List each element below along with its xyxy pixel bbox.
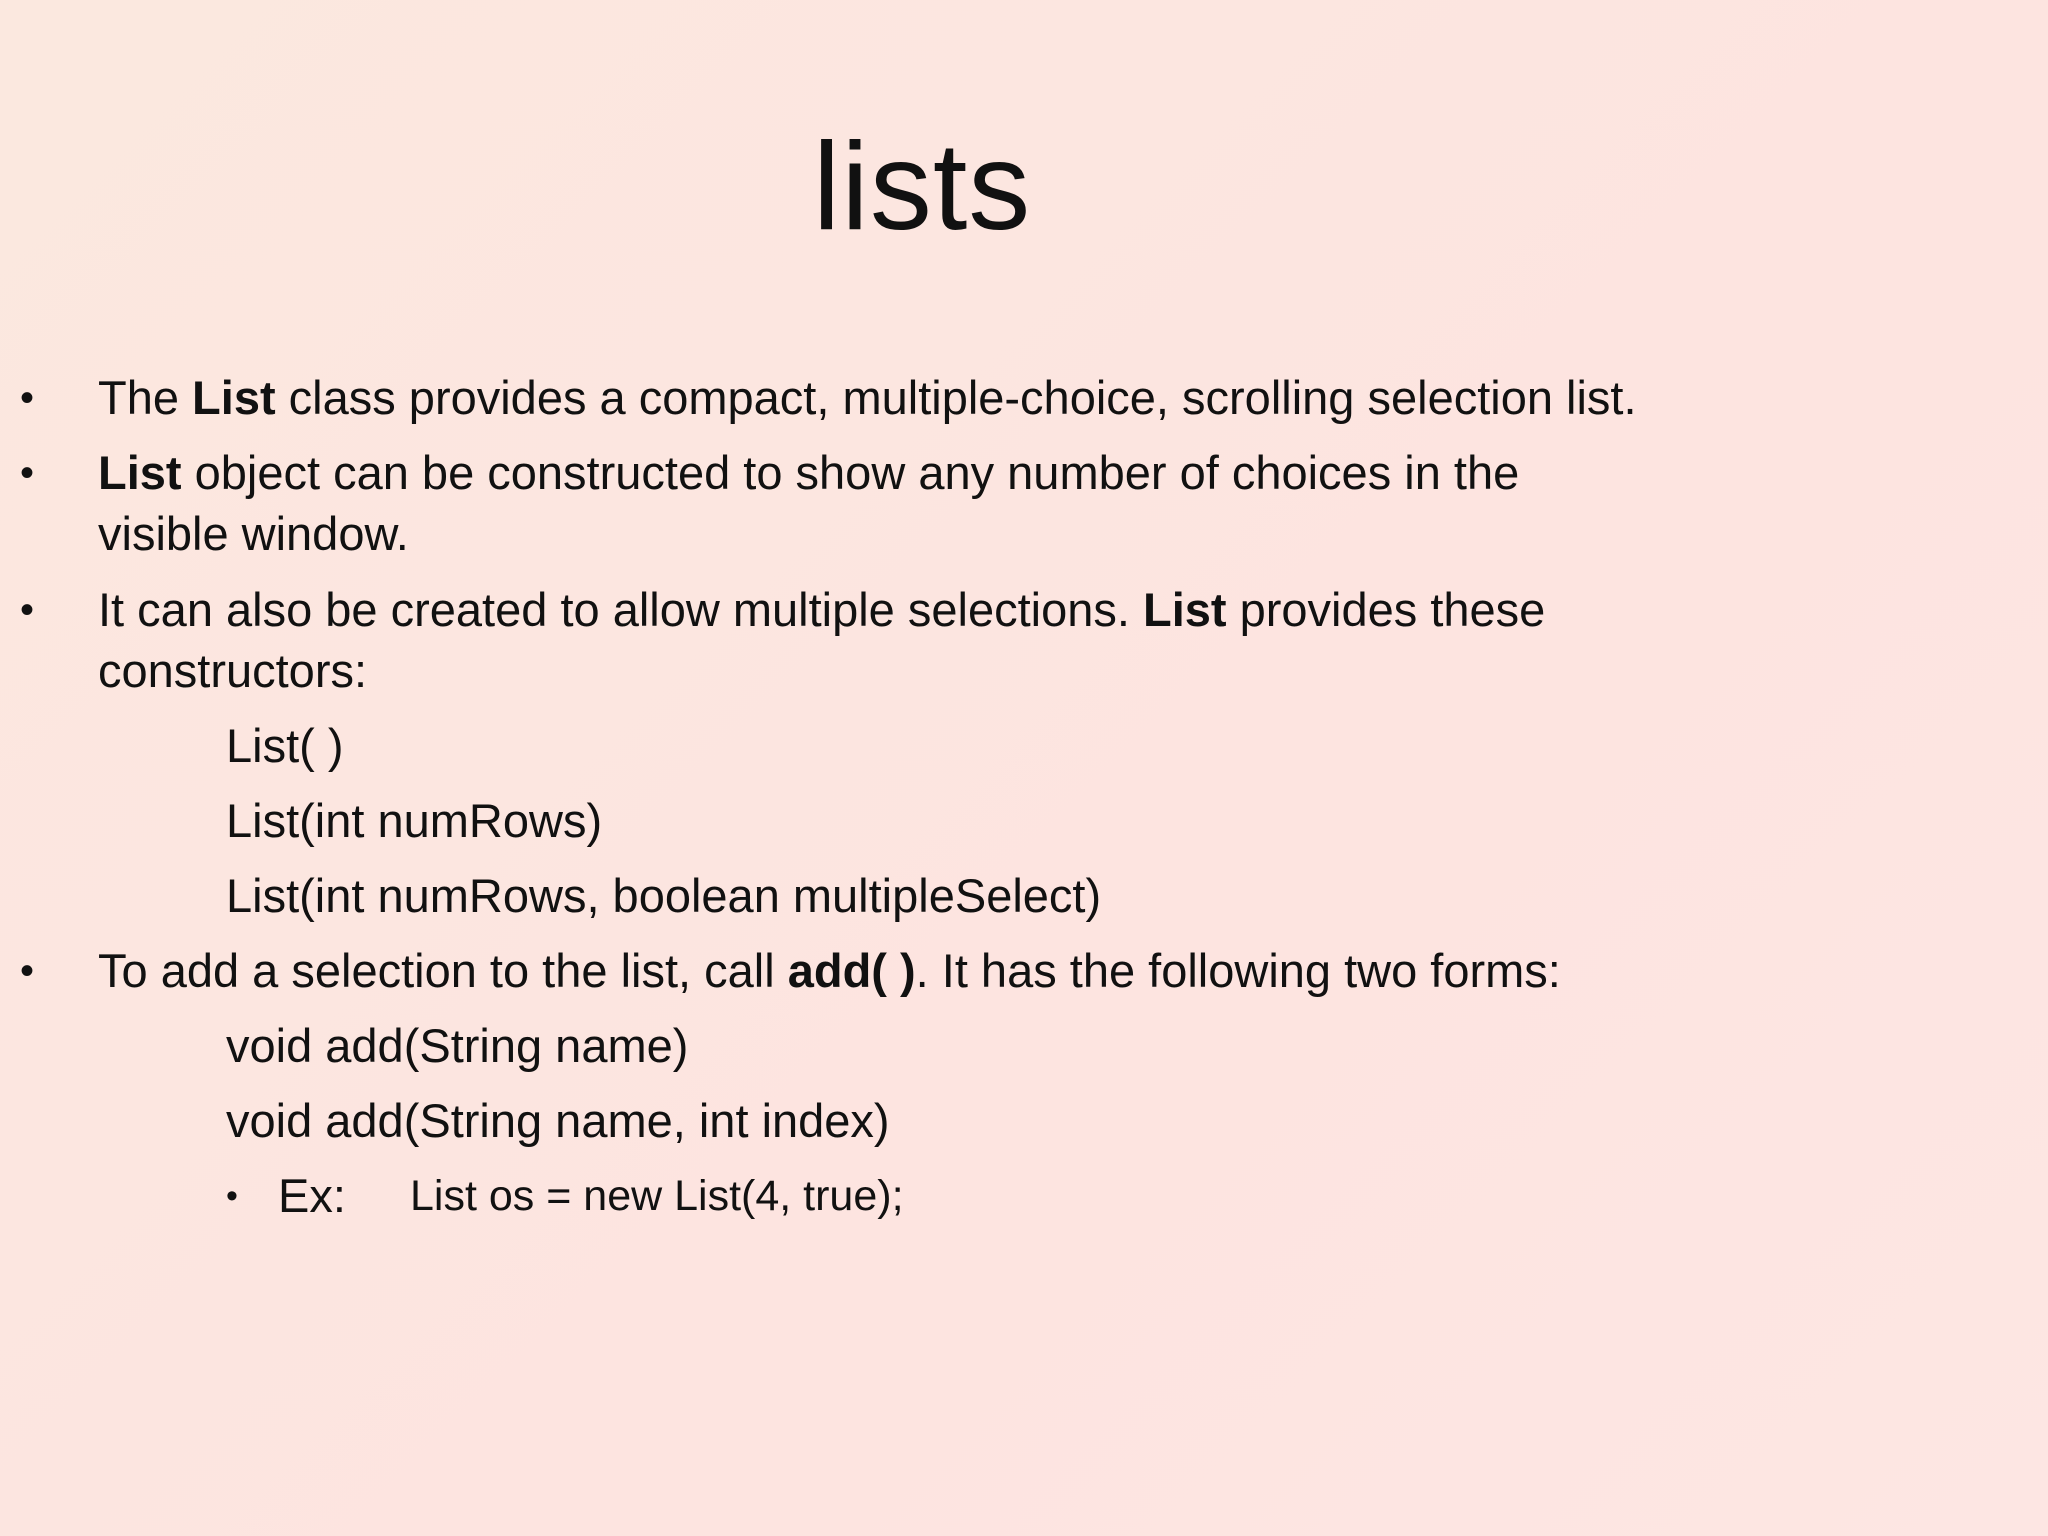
example-code: List os = new List(4, true); bbox=[410, 1172, 904, 1220]
bullet-3-text bbox=[98, 580, 1545, 640]
sub-bullet-marker: • bbox=[226, 1177, 238, 1215]
example-label: Ex: bbox=[278, 1169, 346, 1222]
bullet-marker: • bbox=[20, 588, 35, 632]
bullet-marker: • bbox=[20, 949, 35, 993]
bullet-2-text bbox=[98, 443, 1519, 503]
constructor-line: List(int numRows) bbox=[226, 794, 603, 847]
bullet-marker: • bbox=[20, 376, 35, 420]
bullet-3-line-2: constructors: bbox=[98, 644, 368, 697]
add-form-line: void add(String name, int index) bbox=[226, 1094, 890, 1147]
bullet-4-text bbox=[98, 941, 1561, 1001]
bullet-4-post: . It has the following two forms: bbox=[915, 944, 1561, 997]
bullet-2-bold: List bbox=[98, 446, 182, 499]
bullet-marker: • bbox=[20, 451, 35, 495]
bullet-2-line-2: visible window. bbox=[98, 507, 409, 560]
add-form-line: void add(String name) bbox=[226, 1019, 689, 1072]
bullet-3-bold: List bbox=[1143, 583, 1227, 636]
bullet-1-pre: The bbox=[98, 371, 193, 424]
bullet-1-text bbox=[98, 368, 1637, 428]
slide-title: lists bbox=[812, 118, 1032, 256]
bullet-4-pre: To add a selection to the list, call bbox=[98, 944, 788, 997]
bullet-1-bold: List bbox=[192, 371, 276, 424]
bullet-4-bold: add( ) bbox=[787, 944, 916, 997]
bullet-2-post: object can be constructed to show any number of choices in the bbox=[181, 446, 1520, 499]
constructor-line: List(int numRows, boolean multipleSelect) bbox=[226, 869, 1102, 922]
bullet-3-post: provides these bbox=[1226, 583, 1546, 636]
bullet-3-pre: It can also be created to allow multiple selections. bbox=[98, 583, 1143, 636]
constructor-line: List( ) bbox=[226, 719, 344, 772]
bullet-1-post: class provides a compact, multiple-choice, scrolling selection list. bbox=[275, 371, 1637, 424]
